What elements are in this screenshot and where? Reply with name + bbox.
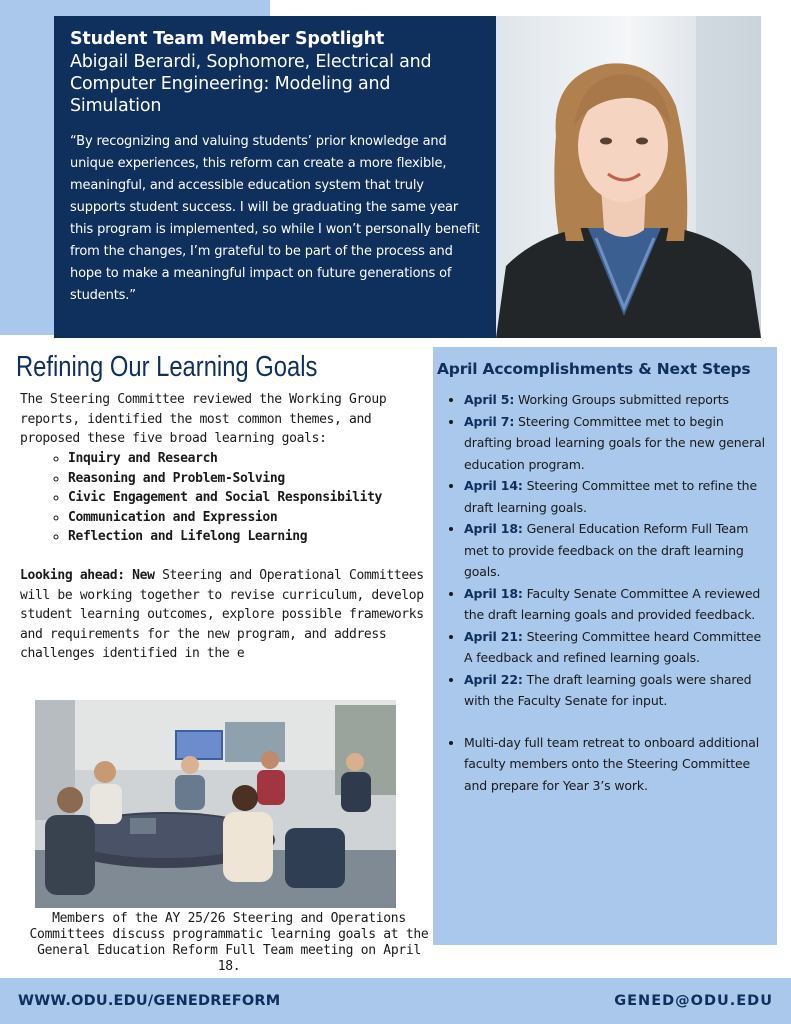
looking-ahead-text: Steering and Operational Committees will be working together to revise curriculum, develop student learning outcomes, explore possible frameworks and requirements for the new program, and address challenges identified in the e [20,568,424,661]
accomplishment-date: April 22: [464,671,523,687]
looking-ahead-label: Looking ahead: New [20,568,155,583]
spotlight-quote: “By recognizing and valuing students’ prior knowledge and unique experiences, this reform can create a more flexible, meaningful, and accessible education system that truly supports student success. I will be graduating the same year this program is implemented, so while I won’t personally benefit from the changes, I’m grateful to be part of the process and hope to make a meaningful impact on future generations of students.” [70,134,480,303]
goal-item: ◦ Civic Engagement and Social Responsibility [68,488,382,508]
accomplishment-item [464,669,771,712]
accomplishment-text: The draft learning goals were shared with the Faculty Senate for input. [464,671,752,708]
learning-goals-list [50,449,382,547]
accomplishment-date: April 18: [464,521,523,536]
website-link[interactable]: WWW.ODU.EDU/GENEDREFORM [18,993,281,1009]
email-link[interactable]: GENED@ODU.EDU [614,993,773,1009]
section-title: Refining Our Learning Goals [16,351,318,383]
accomplishment-date: April 5: [464,392,515,407]
spotlight-heading: Student Team Member Spotlight [70,29,385,49]
looking-ahead-paragraph [20,566,425,664]
accomplishment-item [464,411,771,476]
accomplishment-text: Working Groups submitted reports [514,392,729,407]
accomplishment-text: Steering Committee met to begin drafting broad learning goals for the new general education program. [464,413,765,472]
accomplishment-date: April 18: [464,585,523,601]
spotlight-subheading: Abigail Berardi, Sophomore, Electrical and Computer Engineering: Modeling and Simulation [70,52,432,116]
goal-item: ◦ Inquiry and Research [68,449,382,469]
accomplishments-panel [433,347,777,945]
accomplishment-text: Steering Committee met to refine the draft learning goals. [464,478,757,515]
accomplishment-date: April 7: [464,413,515,429]
goal-item: ◦ Communication and Expression [68,508,382,528]
accomplishment-date: April 21: [464,628,523,644]
learning-goals-intro: The Steering Committee reviewed the Working Group reports, identified the most common themes, and proposed these five broad learning goals: [20,392,387,446]
student-portrait [496,16,761,338]
list-spacer [464,712,771,732]
meeting-photo [35,700,396,908]
accomplishments-title: April Accomplishments & Next Steps [437,360,751,378]
accomplishment-item [464,518,771,583]
accomplishment-date: April 14: [464,478,523,493]
accomplishment-item [464,583,771,626]
spotlight-panel [54,16,496,338]
next-step-item: • Multi-day full team retreat to onboard additional faculty members onto the Steering Committee and prepare for Year 3’s work. [464,732,771,797]
photo-caption: Members of the AY 25/26 Steering and Operations Committees discuss programmatic learning goals at the General Education Reform Full Team meeting on April 18. [29,911,429,974]
accomplishments-list [437,389,771,796]
goal-item: ◦ Reflection and Lifelong Learning [68,527,382,547]
goal-item: ◦ Reasoning and Problem-Solving [68,469,382,489]
accomplishment-item [464,626,771,669]
accomplishment-text: Steering Committee heard Committee A feedback and refined learning goals. [464,628,761,665]
accomplishment-text: Faculty Senate Committee A reviewed the draft learning goals and provided feedback. [464,585,761,622]
accomplishment-text: General Education Reform Full Team met to provide feedback on the draft learning goals. [464,521,749,579]
accomplishment-item [464,475,771,518]
accomplishment-item [464,389,771,411]
